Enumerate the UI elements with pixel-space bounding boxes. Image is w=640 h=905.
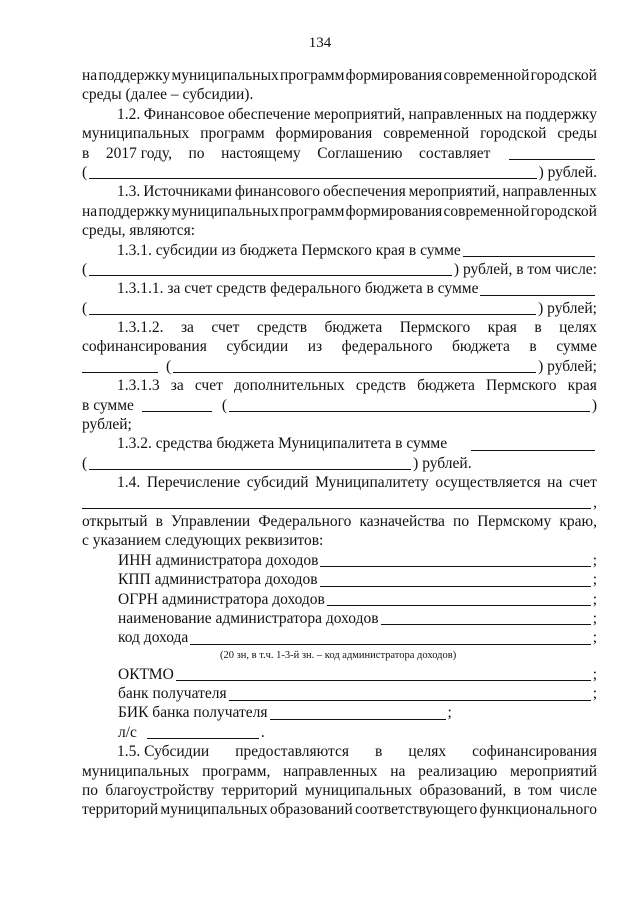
account-number-field-row: л/с .	[118, 723, 265, 741]
bank-field[interactable]	[229, 687, 591, 701]
paragraph-1-3-1-1-line: 1.3.1.1. за счет средств федерального бюджета в сумме	[82, 279, 597, 298]
inn-field-row: ИНН администратора доходов ;	[118, 551, 597, 569]
amount-words-blank[interactable]	[89, 301, 536, 315]
text-line: в сумме ( )	[82, 396, 597, 414]
text-line: открытый в Управлении Федерального казначейства по Пермскому краю,	[82, 512, 597, 530]
amount-words-blank[interactable]	[89, 262, 452, 276]
amount-words-blank[interactable]	[173, 359, 536, 373]
income-code-field[interactable]	[190, 631, 590, 645]
bik-field-row: БИК банка получателя ;	[118, 704, 452, 722]
administrator-name-field[interactable]	[381, 611, 591, 625]
amount-blank[interactable]	[463, 243, 595, 257]
paragraph-1-3-1-3-line: 1.3.1.3 за счет дополнительных средств бюджета Пермского края	[117, 377, 597, 395]
text-line: ,	[82, 493, 597, 512]
oktmo-field-row: ОКТМО ;	[118, 665, 597, 683]
administrator-name-field-row: наименование администратора доходов ;	[118, 609, 597, 627]
kpp-field[interactable]	[320, 573, 591, 587]
text-line: ( ) рублей.	[82, 163, 597, 181]
ogrn-field[interactable]	[327, 592, 591, 606]
text-line: ( ) рублей.	[82, 454, 472, 472]
amount-blank[interactable]	[471, 437, 595, 451]
text-line: ( ) рублей;	[82, 357, 597, 376]
amount-blank[interactable]	[82, 359, 158, 373]
paragraph-1-3-line: 1.3. Источниками финансового обеспечения мероприятий, направленных	[117, 183, 597, 201]
text-line: на поддержку муниципальных программ формирования современной городской	[82, 202, 597, 220]
inn-field[interactable]	[320, 553, 590, 567]
amount-words-blank[interactable]	[229, 398, 590, 412]
paragraph-1-3-1-line: 1.3.1. субсидии из бюджета Пермского края в сумме	[82, 241, 597, 260]
kpp-field-row: КПП администратора доходов ;	[118, 571, 597, 589]
page-number: 134	[308, 35, 332, 51]
ogrn-field-row: ОГРН администратора доходов ;	[118, 590, 597, 608]
paragraph-1-4-line: 1.4. Перечисление субсидий Муниципалитету осуществляется на счет	[117, 474, 597, 492]
account-blank[interactable]	[82, 495, 591, 509]
text-line: муниципальных программ формирования современной городской среды	[82, 125, 597, 143]
text-line: территорий муниципальных образований соответствующего функционального	[82, 801, 597, 819]
amount-words-blank[interactable]	[89, 165, 536, 179]
text-line: софинансирования субсидии из федерального бюджета в сумме	[82, 338, 597, 356]
text-line: с указанием следующих реквизитов:	[82, 532, 324, 550]
bank-field-row: банк получателя ;	[118, 685, 597, 703]
text-line: по благоустройству территорий муниципальных образований, в том числе	[82, 782, 597, 800]
paragraph-1-3-2-line: 1.3.2. средства бюджета Муниципалитета в сумме	[82, 434, 597, 453]
amount-blank[interactable]	[142, 398, 212, 412]
text-line: муниципальных программ, направленных на реализацию мероприятий	[82, 762, 597, 780]
text-line: ( ) рублей;	[82, 299, 597, 317]
text-line: среды, являются:	[82, 222, 196, 240]
amount-words-blank[interactable]	[89, 456, 411, 470]
amount-blank[interactable]	[480, 282, 595, 296]
paragraph-1-5-line: 1.5. Субсидии предоставляются в целях софинансирования	[117, 743, 597, 761]
account-number-field[interactable]	[147, 725, 259, 739]
text-line: в 2017 году, по настоящему Соглашению составляет	[82, 144, 597, 163]
document-body	[82, 66, 597, 820]
oktmo-field[interactable]	[176, 667, 591, 681]
paragraph-1-3-1-2-line: 1.3.1.2. за счет средств бюджета Пермского края в целях	[117, 319, 597, 337]
text-line: рублей;	[82, 416, 132, 434]
text-line: на поддержку муниципальных программ формирования современной городской	[82, 66, 597, 84]
amount-blank[interactable]	[509, 146, 595, 160]
income-code-note: (20 зн, в т.ч. 1-3-й зн. – код администратора доходов)	[220, 649, 457, 661]
text-line: среды (далее – субсидии).	[82, 86, 254, 104]
bik-field[interactable]	[270, 706, 446, 720]
paragraph-1-2-line: 1.2. Финансовое обеспечение мероприятий, направленных на поддержку	[117, 105, 597, 123]
income-code-field-row: код дохода ;	[118, 629, 597, 647]
text-line: ( ) рублей, в том числе:	[82, 260, 597, 278]
